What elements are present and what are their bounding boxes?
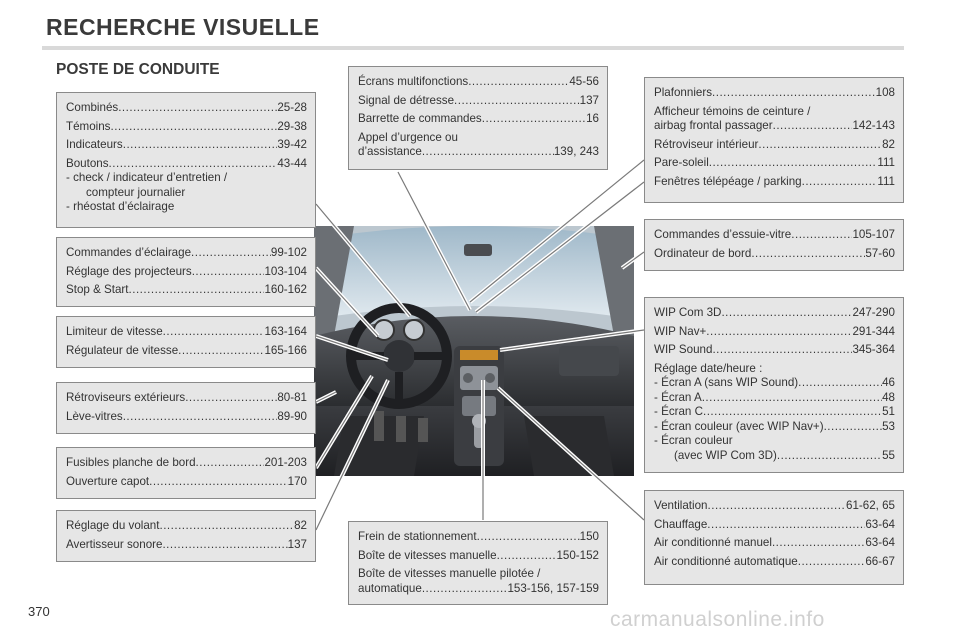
sub-entry: - Écran A ..... 48 [654,391,895,406]
sub-entry: - Écran C ..... 51 [654,405,895,420]
box-eclairage [56,237,316,307]
index-entry: Chauffage ..... 63-64 [654,518,895,533]
index-entry: Témoins ..... 29-38 [66,120,307,135]
index-entry: WIP Nav+ ..... 291-344 [654,325,895,340]
index-entry: Air conditionné manuel ..... 63-64 [654,536,895,551]
index-entry: Réglage du volant ..... 82 [66,519,307,534]
index-entry: Stop & Start ..... 160-162 [66,283,307,298]
title-rule [42,46,904,50]
index-entry: Signal de détresse ..... 137 [358,94,599,109]
header [0,0,960,50]
index-entry: Appel d’urgence ou [358,130,458,144]
index-entry: WIP Com 3D ..... 247-290 [654,306,895,321]
index-entry: Frein de stationnement ..... 150 [358,530,599,545]
sub-entry: - Écran A (sans WIP Sound) ..... 46 [654,376,895,391]
index-entry: Indicateurs ..... 39-42 [66,138,307,153]
index-entry: Ordinateur de bord ..... 57-60 [654,247,895,262]
index-entry: Air conditionné automatique ..... 66-67 [654,555,895,570]
index-entry: Rétroviseur intérieur ..... 82 [654,138,895,153]
sub-entry: - Écran couleur [654,434,733,447]
index-entry: Combinés ..... 25-28 [66,101,307,116]
dashboard-illustration [314,226,634,476]
index-entry: Commandes d’essuie-vitre ..... 105-107 [654,228,895,243]
sub-entry: - check / indicateur d’entretien / [66,171,228,184]
index-entry: Barrette de commandes ..... 16 [358,112,599,127]
box-frein [348,521,608,605]
index-entry: Régulateur de vitesse ..... 165-166 [66,344,307,359]
box-ventilation [644,490,904,585]
index-entry: WIP Sound ..... 345-364 [654,343,895,358]
index-entry: Plafonniers ..... 108 [654,86,895,101]
index-entry: d’assistance ..... 139, 243 [358,145,599,160]
index-entry: automatique ..... 153-156, 157-159 [358,582,599,597]
box-essuie-vitre [644,219,904,271]
section-title: POSTE DE CONDUITE [56,61,220,78]
index-entry: Lève-vitres ..... 89-90 [66,410,307,425]
box-vitesse [56,316,316,368]
box-combines [56,92,316,228]
box-fusibles [56,447,316,499]
index-entry: Limiteur de vitesse ..... 163-164 [66,325,307,340]
box-wip [644,297,904,473]
index-entry: Réglage date/heure : [654,361,763,375]
index-entry: Écrans multifonctions ..... 45-56 [358,75,599,90]
index-entry: Commandes d’éclairage ..... 99-102 [66,246,307,261]
index-entry: Ouverture capot ..... 170 [66,475,307,490]
sub-entry: - rhéostat d’éclairage [66,200,175,213]
index-entry: Fusibles planche de bord ..... 201-203 [66,456,307,471]
index-entry: Boîte de vitesses manuelle ..... 150-152 [358,549,599,564]
index-entry: Afficheur témoins de ceinture / [654,104,811,118]
box-volant [56,510,316,562]
page-number: 370 [28,604,50,619]
index-entry: Avertisseur sonore ..... 137 [66,538,307,553]
index-entry: Ventilation ..... 61-62, 65 [654,499,895,514]
box-retroviseurs [56,382,316,434]
index-entry: airbag frontal passager ..... 142-143 [654,119,895,134]
index-entry: Fenêtres télépéage / parking ..... 111 [654,175,895,190]
index-entry: Réglage des projecteurs ..... 103-104 [66,265,307,280]
sub-entry: (avec WIP Com 3D) ..... 55 [654,449,895,464]
box-plafonniers [644,77,904,203]
watermark: carmanualsonline.info [610,608,825,631]
box-ecrans [348,66,608,170]
index-entry: Pare-soleil ..... 111 [654,156,895,171]
index-entry: Rétroviseurs extérieurs ..... 80-81 [66,391,307,406]
sub-entry: compteur journalier [86,185,186,199]
page-title: RECHERCHE VISUELLE [46,14,320,40]
index-entry: Boîte de vitesses manuelle pilotée / [358,567,541,580]
index-entry: Boutons ..... 43-44 [66,157,307,172]
sub-entry: - Écran couleur (avec WIP Nav+) ..... 53 [654,420,895,435]
